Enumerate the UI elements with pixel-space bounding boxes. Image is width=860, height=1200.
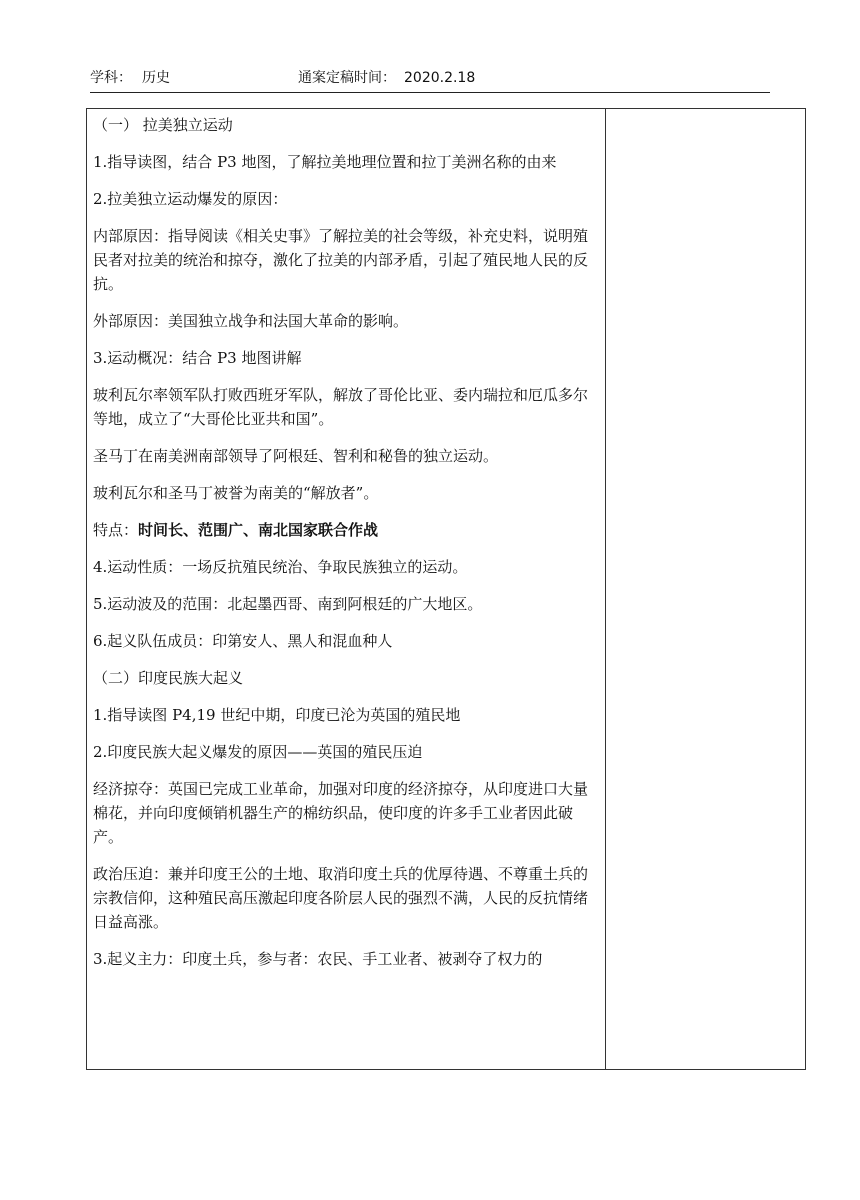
paragraph: 经济掠夺：英国已完成工业革命，加强对印度的经济掠夺，从印度进口大量棉花，并向印度倾销机器生产的棉纺织品，使印度的许多手工业者因此破产。 [93, 780, 589, 846]
paragraph: 1.指导读图，结合 P3 地图，了解拉美地理位置和拉丁美洲名称的由来 [93, 153, 557, 171]
paragraph: 2.拉美独立运动爆发的原因： [93, 190, 288, 208]
paragraph: 玻利瓦尔率领军队打败西班牙军队，解放了哥伦比亚、委内瑞拉和厄瓜多尔等地，成立了“大哥伦比亚共和国”。 [93, 386, 589, 428]
paragraph: 政治压迫：兼并印度王公的土地、取消印度土兵的优厚待遇、不尊重土兵的宗教信仰，这种殖民高压激起印度各阶层人民的强烈不满，人民的反抗情绪日益高涨。 [93, 865, 589, 931]
feature-label: 特点： [93, 521, 139, 539]
paragraph: 4.运动性质：一场反抗殖民统治、争取民族独立的运动。 [93, 558, 468, 576]
paragraph: 6.起义队伍成员：印第安人、黑人和混血种人 [93, 632, 393, 650]
lesson-content-cell [93, 113, 599, 984]
notes-cell [606, 109, 805, 1069]
paragraph: 5.运动波及的范围：北起墨西哥、南到阿根廷的广大地区。 [93, 595, 483, 613]
paragraph: 外部原因：美国独立战争和法国大革命的影响。 [93, 312, 409, 330]
section-heading-india: （二）印度民族大起义 [93, 669, 244, 687]
paragraph: 玻利瓦尔和圣马丁被誉为南美的“解放者”。 [93, 484, 379, 502]
subject-value: 历史 [142, 70, 170, 86]
paragraph: 2.印度民族大起义爆发的原因——英国的殖民压迫 [93, 743, 423, 761]
header-rule [90, 92, 770, 93]
paragraph: 内部原因：指导阅读《相关史事》了解拉美的社会等级，补充史料，说明殖民者对拉美的统治和掠夺，激化了拉美的内部矛盾，引起了殖民地人民的反抗。 [93, 227, 589, 293]
feature-paragraph [93, 518, 599, 542]
page-header [90, 68, 770, 92]
paragraph: 圣马丁在南美洲南部领导了阿根廷、智利和秘鲁的独立运动。 [93, 447, 499, 465]
finalized-date-label: 通案定稿时间： [298, 70, 396, 86]
paragraph: 1.指导读图 P4,19 世纪中期，印度已沦为英国的殖民地 [93, 706, 461, 724]
finalized-date-value: 2020.2.18 [404, 70, 476, 86]
paragraph: 3.起义主力：印度土兵，参与者：农民、手工业者、被剥夺了权力的 [93, 950, 543, 968]
section-heading-latin-america: （一） 拉美独立运动 [93, 116, 233, 134]
lesson-table [86, 108, 806, 1070]
subject-label: 学科： [90, 70, 132, 86]
paragraph: 3.运动概况：结合 P3 地图讲解 [93, 349, 302, 367]
feature-value: 时间长、范围广、南北国家联合作战 [138, 521, 379, 539]
